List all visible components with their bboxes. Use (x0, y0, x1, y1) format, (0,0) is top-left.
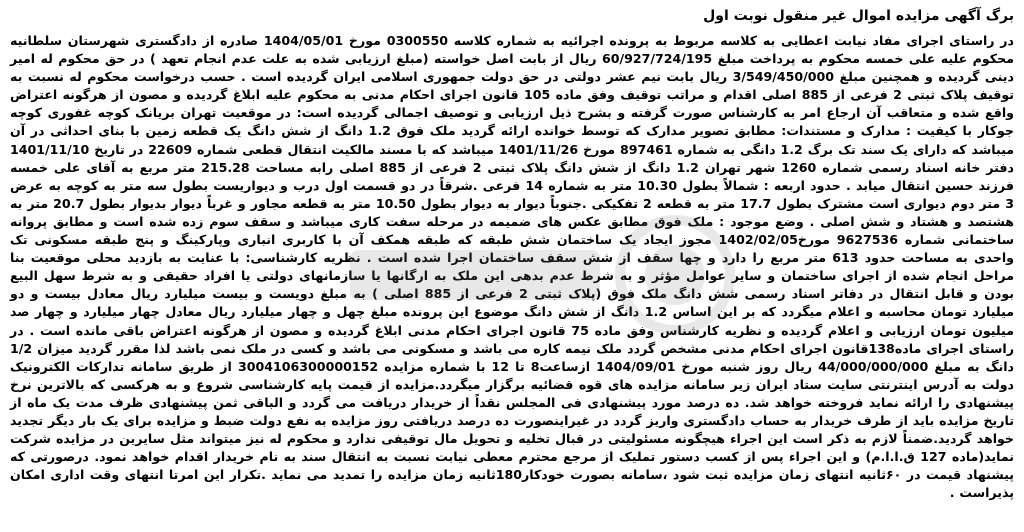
notice-body: در راستای اجرای مفاد نیابت اعطایی به کلاسه مربوط به پرونده اجرائیه به شماره کلاسه 0300550 مورخ 1404/05/01 صادره از دادگستری شهرستان سلطانیه محکوم علیه علی خمسه محکوم به پرداخت مبلغ 60/927/724/195 ریال از بابت اصل خواسته (مبلغ ارزیابی شده به علت عدم انجام تعهد ) در حق محکوم له امیر دینی گردیده و همچنین مبلغ 3/549/450/000 ریال بابت نیم عشر دولتی در حق دولت جمهوری اسلامی ایران گردیده است . حسب درخواست محکوم له نسبت به توقیف پلاک ثبتی 2 فرعی از 885 اصلی اقدام و مراتب توقیف وفق ماده 105 قانون اجرای احکام مدنی به محکوم علیه ابلاغ گردیده و مصون از هرگونه اعتراض واقع شده و متعاقب آن ارجاع امر به کارشناس صورت گرفته و بشرح ذیل ارزیابی و توصیف اجمالی گردیده است: در موقعیت تهران بریانک کوچه غفوری کوچه جوکار با کیفیت : مدارک و مستندات: مطابق تصویر مدارک که توسط خوانده ارائه گردید ملک فوق 1.2 دانگ از شش دانگ یک قطعه زمین با بنای احداثی در آن میباشد که دارای یک سند تک برگ 1.2 دانگی به شماره 897461 مورخ 1401/11/26 میباشد که با مسند مالکیت انتقال قطعی شماره 22609 در تاریخ 1401/11/10 دفتر خانه اسناد رسمی شماره 1260 شهر تهران 1.2 دانگ از شش دانگ پلاک ثبتی 2 فرعی از 885 اصلی رابه مساحت 215.28 متر مربع به آقای علی خمسه فرزند حسین انتقال میابد . حدود اربعه : شمالاً بطول 10.30 متر به شماره 14 فرعی .شرقاً در دو قسمت اول درب و دیواریست بطول سه متر به کوچه به عرض 3 متر دوم دیواری است مشترک بطول 17.7 متر به قطعه 2 تفکیکی .جنوباً دیوار به دیوار بطول 10.50 متر به قطعه مجاور و غرباً دیوار بدیوار بطول 20.7 متر به هشتصد و هشتاد و شش اصلی . وضع موجود : ملک فوق مطابق عکس های ضمیمه در مرحله سفت کاری میباشد و سقف سوم زده شده است و مطابق پروانه ساختمانی شماره 9627536 مورخ1402/02/05 مجوز ایجاد یک ساختمان شش طبقه که طبقه همکف آن با کاربری انباری وپارکینگ و پنج طبقه مسکونی تک واحدی به مساحت حدود 613 متر مربع را دارد و چها سقف از شش سقف ساختمان اجرا شده است . نظریه کارشناسی: با عنایت به بازدید محلی موقعیت بنا مراحل انجام شده از اجرای ساختمان و سایر عوامل مؤثر و به شرط عدم بدهی این ملک به ارگانها یا سازمانهای دولتی یا افراد حقیقی و به شرط سهل البیع بودن و قابل انتقال در دفاتر اسناد رسمی شش دانگ ملک فوق (پلاک ثبتی 2 فرعی از 885 اصلی ) به مبلغ دویست و بیست میلیارد ریال معادل بیست و دو میلیارد تومان محاسبه و اعلام میگردد که بر این اساس 1.2 دانگ از شش دانگ موضوع این پرونده مبلغ چهل و چهار میلیارد ریال معادل چهار میلیارد و چهار صد میلیون تومان ارزیابی و اعلام گردیده و نظریه کارشناس وفق ماده 75 قانون اجرای احکام مدنی ابلاغ گردیده و مصون از هرگونه اعتراض باقی مانده است . در راستای اجرای ماده138قانون اجرای احکام مدنی مشخص گردد ملک نیمه کاره می باشد و مسکونی می باشد و کسی در ملک نمی باشد لذا مقرر گردید میزان 1/2 دانگ به مبلغ 44/000/000/000 ریال روز شنبه مورخ 1404/09/01 ازساعت8 تا 12 با شماره مزایده 3004106300000152 از طریق سامانه تدارکات الکترونیک دولت به آدرس اینترنتی سایت ستاد ایران زیر سامانه مزایده های قوه قضائیه برگزار میگردد.مزایده از قیمت پایه کارشناسی شروع و به هرکسی که بالاترین نرخ پیشنهادی را ارائه نماید فروخته خواهد شد. ده درصد مورد پیشنهادی فی المجلس نقداً از خریدار دریافت می گردد و الباقی ثمن پیشنهادی ظرف مدت یک ماه از تاریخ مزایده باید از طرف خریدار به حساب دادگستری واریز گردد در غیراینصورت ده درصد دریافتی روز مزایده به نفع دولت ضبط و مزایده برای یک بار دیگر تجدید خواهد گردید.ضمناً لازم به ذکر است این اجراء هیچگونه مسئولیتی در قبال تخلیه و تحویل مال توقیفی ندارد و محکوم له نیز میتواند مثل سایرین در مزایده شرکت نماید(ماده 127 ق.ا.ا.م) و این اجراء پس از کسب دستور تملیک از مرجع محترم معطی نیابت نسبت به انتقال سند به نام خریدار اقدام خواهد نمود. درصورتی که پیشنهاد قیمت در ۶۰ثانیه انتهای زمان مزایده ثبت شود ،سامانه بصورت خودکار180ثانیه زمان مزایده را تمدید می نماید .تکرار این امرتا انتهای وقت اداری امکان پذیراست . (10, 33, 1015, 501)
notice-title: برگ آگهی مزایده اموال غیر منقول نوبت اول (703, 8, 1014, 24)
